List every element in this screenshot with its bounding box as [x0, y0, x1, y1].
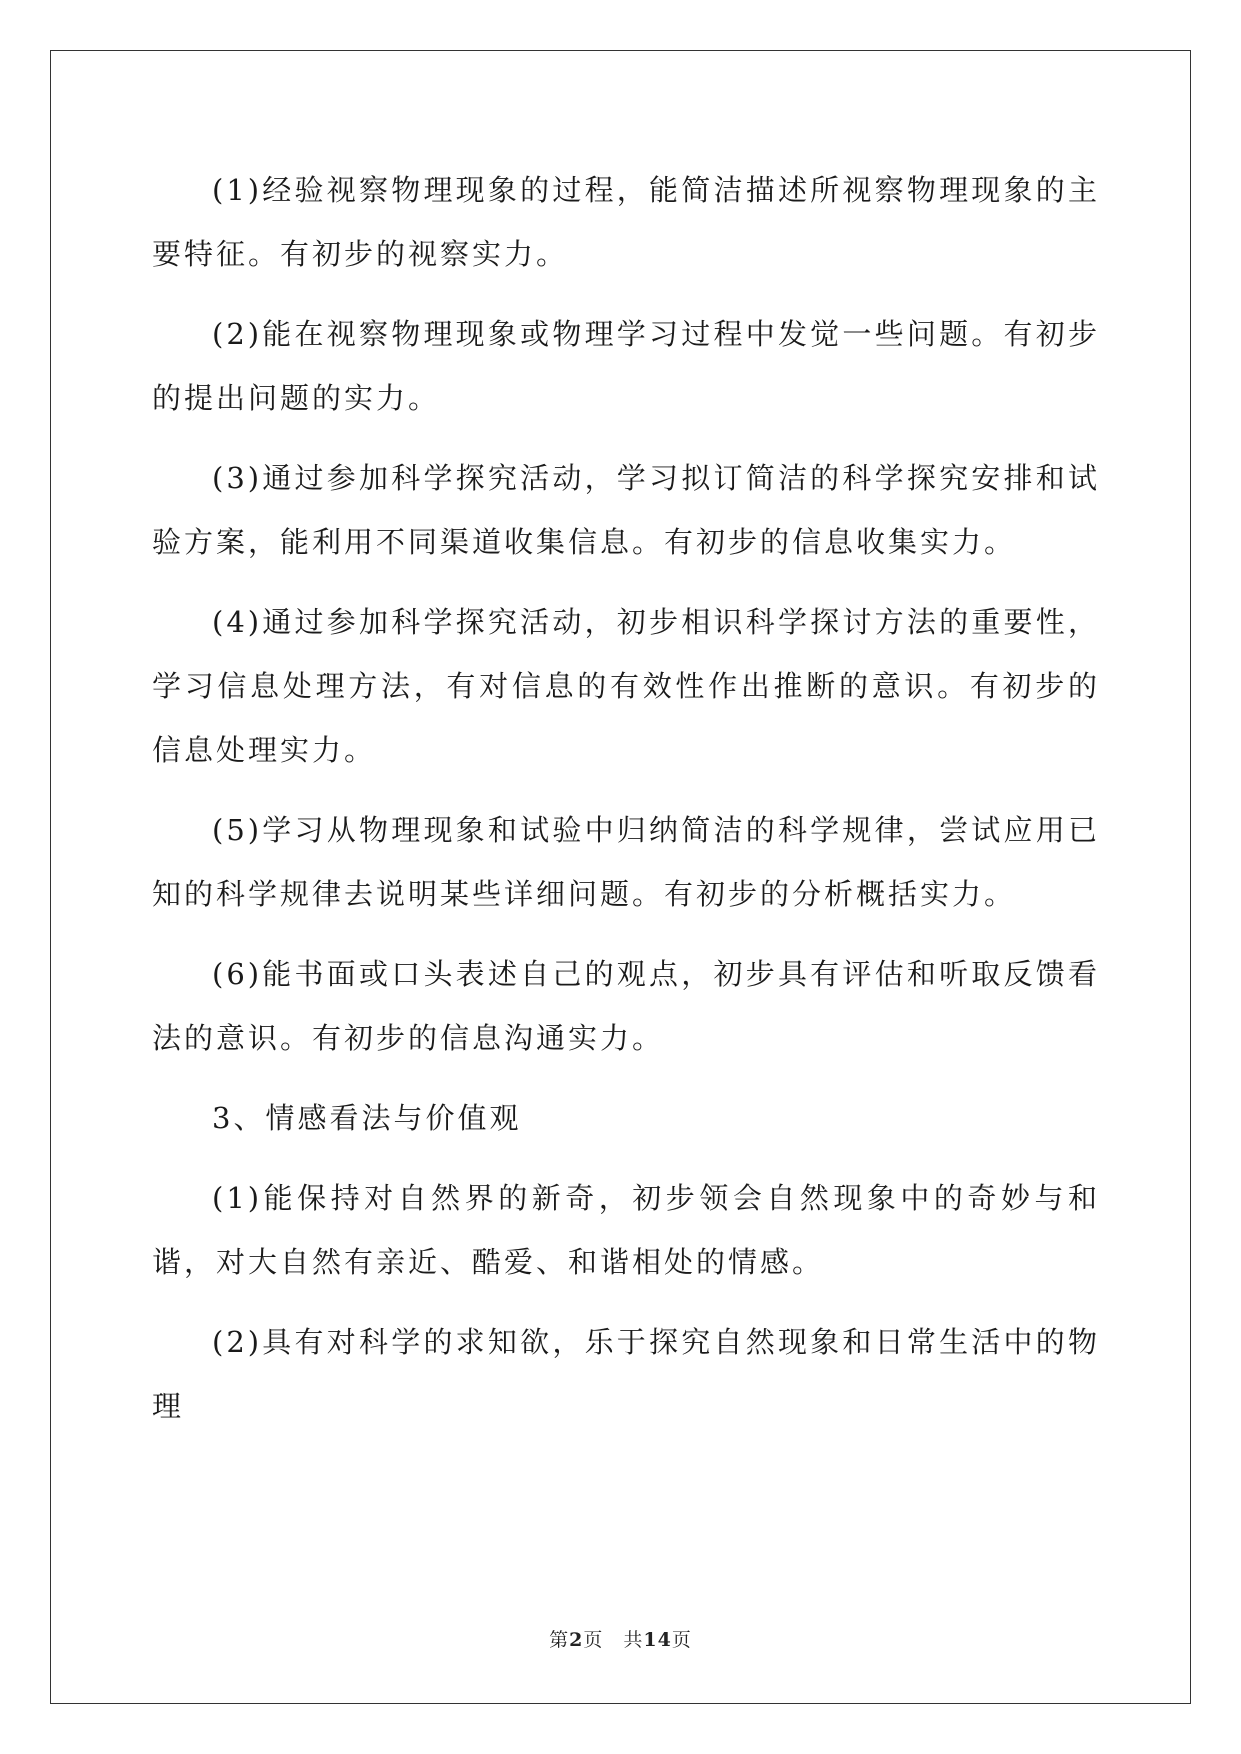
paragraph-6: (6)能书面或口头表述自己的观点，初步具有评估和听取反馈看法的意识。有初步的信息沟通实力。: [152, 957, 1100, 1055]
paragraph-4: (4)通过参加科学探究活动，初步相识科学探讨方法的重要性，学习信息处理方法，有对信息的有效性作出推断的意识。有初步的信息处理实力。: [152, 605, 1100, 767]
page-number: 2: [569, 1629, 584, 1651]
total-suffix: 页: [671, 1629, 692, 1651]
page-suffix: 页: [583, 1629, 604, 1651]
paragraph-2: (2)能在视察物理现象或物理学习过程中发觉一些问题。有初步的提出问题的实力。: [152, 317, 1100, 415]
paragraph-7: (1)能保持对自然界的新奇，初步领会自然现象中的奇妙与和谐，对大自然有亲近、酷爱、和谐相处的情感。: [152, 1181, 1100, 1279]
document-body: [152, 158, 1100, 1454]
paragraph-5: (5)学习从物理现象和试验中归纳简洁的科学规律，尝试应用已知的科学规律去说明某些详细问题。有初步的分析概括实力。: [152, 813, 1100, 911]
paragraph-8: (2)具有对科学的求知欲，乐于探究自然现象和日常生活中的物理: [152, 1325, 1100, 1423]
total-prefix: 共: [623, 1629, 644, 1651]
page-prefix: 第: [549, 1629, 570, 1651]
section-heading: 3、情感看法与价值观: [212, 1101, 522, 1135]
total-pages: 14: [643, 1629, 672, 1651]
paragraph-3: (3)通过参加科学探究活动，学习拟订简洁的科学探究安排和试验方案，能利用不同渠道收集信息。有初步的信息收集实力。: [152, 461, 1100, 559]
paragraph-1: (1)经验视察物理现象的过程，能简洁描述所视察物理现象的主要特征。有初步的视察实力。: [152, 173, 1100, 271]
page-footer: [0, 1625, 1241, 1652]
